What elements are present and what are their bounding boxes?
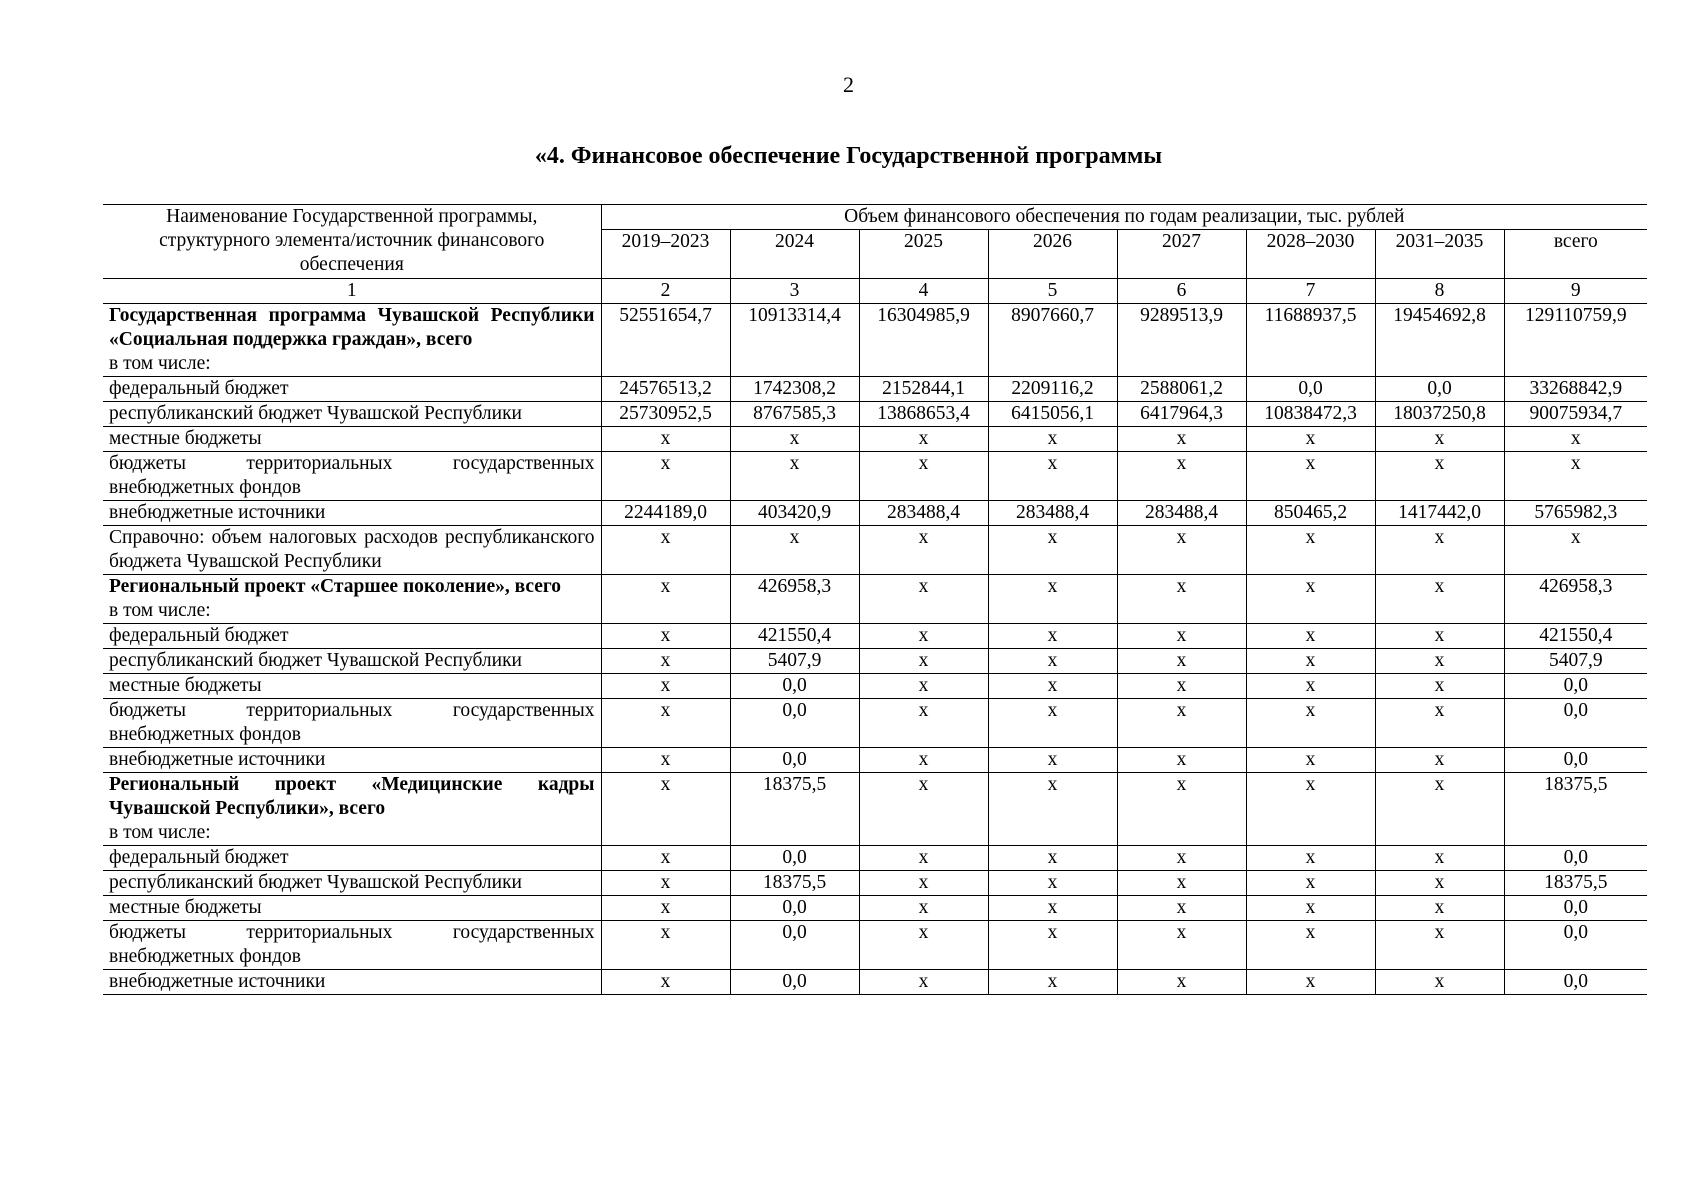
value-cell: x	[1117, 575, 1246, 624]
value-cell: x	[601, 575, 730, 624]
value-cell: 283488,4	[988, 501, 1117, 526]
value-cell: x	[859, 896, 988, 921]
value-cell: 19454692,8	[1375, 304, 1504, 377]
value-cell: 850465,2	[1246, 501, 1375, 526]
value-cell: x	[1375, 699, 1504, 748]
row-subnote: в том числе:	[109, 353, 211, 374]
value-cell: 33268842,9	[1504, 377, 1647, 402]
row-name-text: Справочно: объем налоговых расходов республиканского бюджета Чувашской Республики	[109, 527, 595, 572]
value-cell: x	[1375, 773, 1504, 846]
value-cell: x	[988, 649, 1117, 674]
financing-table	[103, 204, 1647, 995]
table-row	[103, 377, 1647, 402]
year-header: 2019–2023	[601, 230, 730, 279]
table-row	[103, 526, 1647, 575]
value-cell: x	[1375, 896, 1504, 921]
value-cell: 11688937,5	[1246, 304, 1375, 377]
table-row	[103, 846, 1647, 871]
name-column-header: Наименование Государственной программы, структурного элемента/источник финансового обеспечения	[103, 205, 601, 279]
value-cell: 426958,3	[730, 575, 859, 624]
row-name	[103, 970, 601, 995]
value-cell: 90075934,7	[1504, 402, 1647, 427]
total-header: всего	[1504, 230, 1647, 279]
table-row	[103, 575, 1647, 624]
value-cell: x	[1246, 526, 1375, 575]
row-subnote: в том числе:	[109, 822, 211, 843]
row-name-text: бюджеты территориальных государственных внебюджетных фондов	[109, 453, 595, 498]
column-number: 6	[1117, 279, 1246, 304]
row-name-text: федеральный бюджет	[109, 847, 289, 868]
value-cell: 24576513,2	[601, 377, 730, 402]
value-cell: 0,0	[1504, 699, 1647, 748]
value-cell: x	[1504, 427, 1647, 452]
table-row	[103, 921, 1647, 970]
value-cell: 25730952,5	[601, 402, 730, 427]
row-name	[103, 649, 601, 674]
value-cell: x	[859, 649, 988, 674]
header-row-group	[103, 205, 1647, 230]
value-cell: 52551654,7	[601, 304, 730, 377]
value-cell: x	[859, 526, 988, 575]
value-cell: x	[1246, 649, 1375, 674]
table-row	[103, 748, 1647, 773]
value-cell: x	[1375, 427, 1504, 452]
value-cell: 0,0	[730, 921, 859, 970]
value-cell: 16304985,9	[859, 304, 988, 377]
value-cell: x	[1246, 427, 1375, 452]
value-cell: x	[988, 674, 1117, 699]
row-name	[103, 624, 601, 649]
row-name-text: Региональный проект «Медицинские кадры Чувашской Республики», всего	[109, 774, 595, 819]
value-cell: 18375,5	[1504, 773, 1647, 846]
value-cell: 421550,4	[1504, 624, 1647, 649]
value-cell: 0,0	[1504, 674, 1647, 699]
column-number: 7	[1246, 279, 1375, 304]
row-name	[103, 377, 601, 402]
value-cell: x	[1375, 846, 1504, 871]
value-cell: 10913314,4	[730, 304, 859, 377]
value-cell: x	[1246, 748, 1375, 773]
value-cell: 283488,4	[859, 501, 988, 526]
value-cell: x	[1246, 452, 1375, 501]
value-cell: x	[988, 452, 1117, 501]
row-name-text: Региональный проект «Старшее поколение», всего	[109, 576, 562, 597]
row-name	[103, 402, 601, 427]
value-cell: x	[1246, 575, 1375, 624]
value-cell: x	[988, 921, 1117, 970]
row-name	[103, 575, 601, 624]
value-cell: 426958,3	[1504, 575, 1647, 624]
value-cell: 421550,4	[730, 624, 859, 649]
value-cell: 2244189,0	[601, 501, 730, 526]
value-cell: x	[1246, 674, 1375, 699]
table-row	[103, 501, 1647, 526]
value-cell: x	[1375, 526, 1504, 575]
value-cell: x	[1117, 846, 1246, 871]
value-cell: 9289513,9	[1117, 304, 1246, 377]
section-title: «4. Финансовое обеспечение Государственной программы	[534, 143, 1163, 169]
value-cell: x	[601, 846, 730, 871]
year-header: 2031–2035	[1375, 230, 1504, 279]
year-header: 2027	[1117, 230, 1246, 279]
column-number: 3	[730, 279, 859, 304]
row-name	[103, 452, 601, 501]
table-row	[103, 674, 1647, 699]
value-cell: x	[1246, 846, 1375, 871]
value-cell: x	[1375, 624, 1504, 649]
value-cell: x	[988, 896, 1117, 921]
value-cell: x	[730, 427, 859, 452]
value-cell: x	[988, 699, 1117, 748]
value-cell: x	[1117, 452, 1246, 501]
row-name	[103, 896, 601, 921]
value-cell: x	[1117, 896, 1246, 921]
value-cell: x	[1117, 699, 1246, 748]
row-name	[103, 501, 601, 526]
value-cell: 0,0	[1246, 377, 1375, 402]
value-cell: x	[859, 427, 988, 452]
value-cell: x	[859, 773, 988, 846]
value-cell: x	[601, 427, 730, 452]
value-cell: x	[859, 575, 988, 624]
value-cell: 0,0	[1504, 896, 1647, 921]
row-name-text: внебюджетные источники	[109, 749, 326, 770]
table-row	[103, 452, 1647, 501]
value-cell: x	[988, 575, 1117, 624]
value-cell: x	[1375, 748, 1504, 773]
row-name-text: местные бюджеты	[109, 428, 262, 449]
value-cell: x	[1504, 526, 1647, 575]
row-name-text: республиканский бюджет Чувашской Республики	[109, 403, 522, 424]
value-cell: 0,0	[1504, 846, 1647, 871]
value-cell: x	[601, 921, 730, 970]
column-number: 2	[601, 279, 730, 304]
value-cell: x	[1117, 674, 1246, 699]
value-cell: 283488,4	[1117, 501, 1246, 526]
value-cell: 5407,9	[730, 649, 859, 674]
column-number: 1	[103, 279, 601, 304]
value-cell: x	[859, 699, 988, 748]
row-name-text: бюджеты территориальных государственных внебюджетных фондов	[109, 922, 595, 967]
value-cell: x	[1375, 575, 1504, 624]
value-cell: x	[601, 674, 730, 699]
year-header: 2024	[730, 230, 859, 279]
value-cell: 403420,9	[730, 501, 859, 526]
value-cell: 0,0	[730, 674, 859, 699]
value-cell: x	[601, 649, 730, 674]
row-name-text: местные бюджеты	[109, 897, 262, 918]
value-cell: x	[1246, 970, 1375, 995]
value-cell: 0,0	[730, 970, 859, 995]
value-cell: 18375,5	[1504, 871, 1647, 896]
value-cell: x	[859, 871, 988, 896]
value-cell: x	[1375, 452, 1504, 501]
row-name-text: внебюджетные источники	[109, 971, 326, 992]
row-name	[103, 427, 601, 452]
value-cell: 13868653,4	[859, 402, 988, 427]
row-name	[103, 304, 601, 377]
volume-group-header: Объем финансового обеспечения по годам реализации, тыс. рублей	[601, 205, 1647, 230]
value-cell: 8767585,3	[730, 402, 859, 427]
row-name	[103, 526, 601, 575]
value-cell: 2209116,2	[988, 377, 1117, 402]
table-row	[103, 970, 1647, 995]
value-cell: x	[859, 846, 988, 871]
row-name-text: внебюджетные источники	[109, 502, 326, 523]
value-cell: x	[988, 773, 1117, 846]
value-cell: x	[988, 748, 1117, 773]
value-cell: 8907660,7	[988, 304, 1117, 377]
value-cell: 18375,5	[730, 871, 859, 896]
column-number: 4	[859, 279, 988, 304]
value-cell: 0,0	[730, 748, 859, 773]
value-cell: x	[601, 748, 730, 773]
value-cell: x	[1246, 871, 1375, 896]
table-row	[103, 304, 1647, 377]
year-header: 2026	[988, 230, 1117, 279]
value-cell: 0,0	[1375, 377, 1504, 402]
table-row	[103, 896, 1647, 921]
column-number: 8	[1375, 279, 1504, 304]
value-cell: x	[1246, 921, 1375, 970]
value-cell: x	[988, 427, 1117, 452]
table-row	[103, 699, 1647, 748]
value-cell: 0,0	[730, 699, 859, 748]
row-name	[103, 846, 601, 871]
value-cell: 2588061,2	[1117, 377, 1246, 402]
value-cell: x	[1375, 921, 1504, 970]
value-cell: x	[601, 526, 730, 575]
column-number: 9	[1504, 279, 1647, 304]
value-cell: x	[1375, 970, 1504, 995]
column-number: 5	[988, 279, 1117, 304]
value-cell: x	[601, 699, 730, 748]
row-name	[103, 674, 601, 699]
value-cell: x	[859, 748, 988, 773]
value-cell: 0,0	[1504, 748, 1647, 773]
row-name	[103, 871, 601, 896]
year-header: 2025	[859, 230, 988, 279]
table-row	[103, 649, 1647, 674]
value-cell: x	[859, 624, 988, 649]
value-cell: x	[1117, 871, 1246, 896]
value-cell: x	[1117, 921, 1246, 970]
value-cell: x	[859, 970, 988, 995]
value-cell: x	[1246, 624, 1375, 649]
value-cell: 0,0	[730, 896, 859, 921]
value-cell: x	[601, 871, 730, 896]
value-cell: 129110759,9	[1504, 304, 1647, 377]
value-cell: x	[988, 871, 1117, 896]
value-cell: x	[1375, 674, 1504, 699]
value-cell: x	[1375, 871, 1504, 896]
value-cell: x	[730, 452, 859, 501]
value-cell: x	[1246, 896, 1375, 921]
value-cell: x	[601, 452, 730, 501]
table-row	[103, 871, 1647, 896]
value-cell: x	[1117, 970, 1246, 995]
year-header: 2028–2030	[1246, 230, 1375, 279]
column-number-row	[103, 279, 1647, 304]
table-row	[103, 427, 1647, 452]
row-name-text: местные бюджеты	[109, 675, 262, 696]
table-row	[103, 402, 1647, 427]
value-cell: 0,0	[1504, 921, 1647, 970]
value-cell: x	[1117, 748, 1246, 773]
row-name-text: Государственная программа Чувашской Республики «Социальная поддержка граждан», всего	[109, 305, 595, 350]
value-cell: 6417964,3	[1117, 402, 1246, 427]
table-row	[103, 624, 1647, 649]
value-cell: x	[1117, 773, 1246, 846]
value-cell: x	[1504, 452, 1647, 501]
value-cell: x	[601, 970, 730, 995]
row-name-text: федеральный бюджет	[109, 378, 289, 399]
value-cell: 0,0	[1504, 970, 1647, 995]
value-cell: 1742308,2	[730, 377, 859, 402]
row-subnote: в том числе:	[109, 600, 211, 621]
value-cell: x	[1117, 427, 1246, 452]
row-name	[103, 773, 601, 846]
value-cell: x	[1117, 624, 1246, 649]
value-cell: 6415056,1	[988, 402, 1117, 427]
value-cell: x	[1117, 649, 1246, 674]
value-cell: x	[1117, 526, 1246, 575]
value-cell: 18037250,8	[1375, 402, 1504, 427]
value-cell: x	[1246, 773, 1375, 846]
value-cell: 18375,5	[730, 773, 859, 846]
value-cell: x	[1246, 699, 1375, 748]
value-cell: 10838472,3	[1246, 402, 1375, 427]
row-name	[103, 748, 601, 773]
value-cell: 5407,9	[1504, 649, 1647, 674]
value-cell: x	[730, 526, 859, 575]
table-row	[103, 773, 1647, 846]
row-name-text: федеральный бюджет	[109, 625, 289, 646]
value-cell: x	[988, 970, 1117, 995]
value-cell: x	[988, 846, 1117, 871]
value-cell: x	[859, 452, 988, 501]
value-cell: 2152844,1	[859, 377, 988, 402]
value-cell: x	[601, 896, 730, 921]
value-cell: x	[859, 674, 988, 699]
page-number: 2	[843, 72, 854, 97]
value-cell: x	[601, 773, 730, 846]
value-cell: x	[601, 624, 730, 649]
row-name-text: республиканский бюджет Чувашской Республики	[109, 872, 522, 893]
row-name-text: республиканский бюджет Чувашской Республики	[109, 650, 522, 671]
value-cell: 0,0	[730, 846, 859, 871]
value-cell: x	[988, 624, 1117, 649]
value-cell: 1417442,0	[1375, 501, 1504, 526]
row-name	[103, 699, 601, 748]
row-name-text: бюджеты территориальных государственных внебюджетных фондов	[109, 700, 595, 745]
value-cell: 5765982,3	[1504, 501, 1647, 526]
row-name	[103, 921, 601, 970]
value-cell: x	[859, 921, 988, 970]
value-cell: x	[988, 526, 1117, 575]
value-cell: x	[1375, 649, 1504, 674]
